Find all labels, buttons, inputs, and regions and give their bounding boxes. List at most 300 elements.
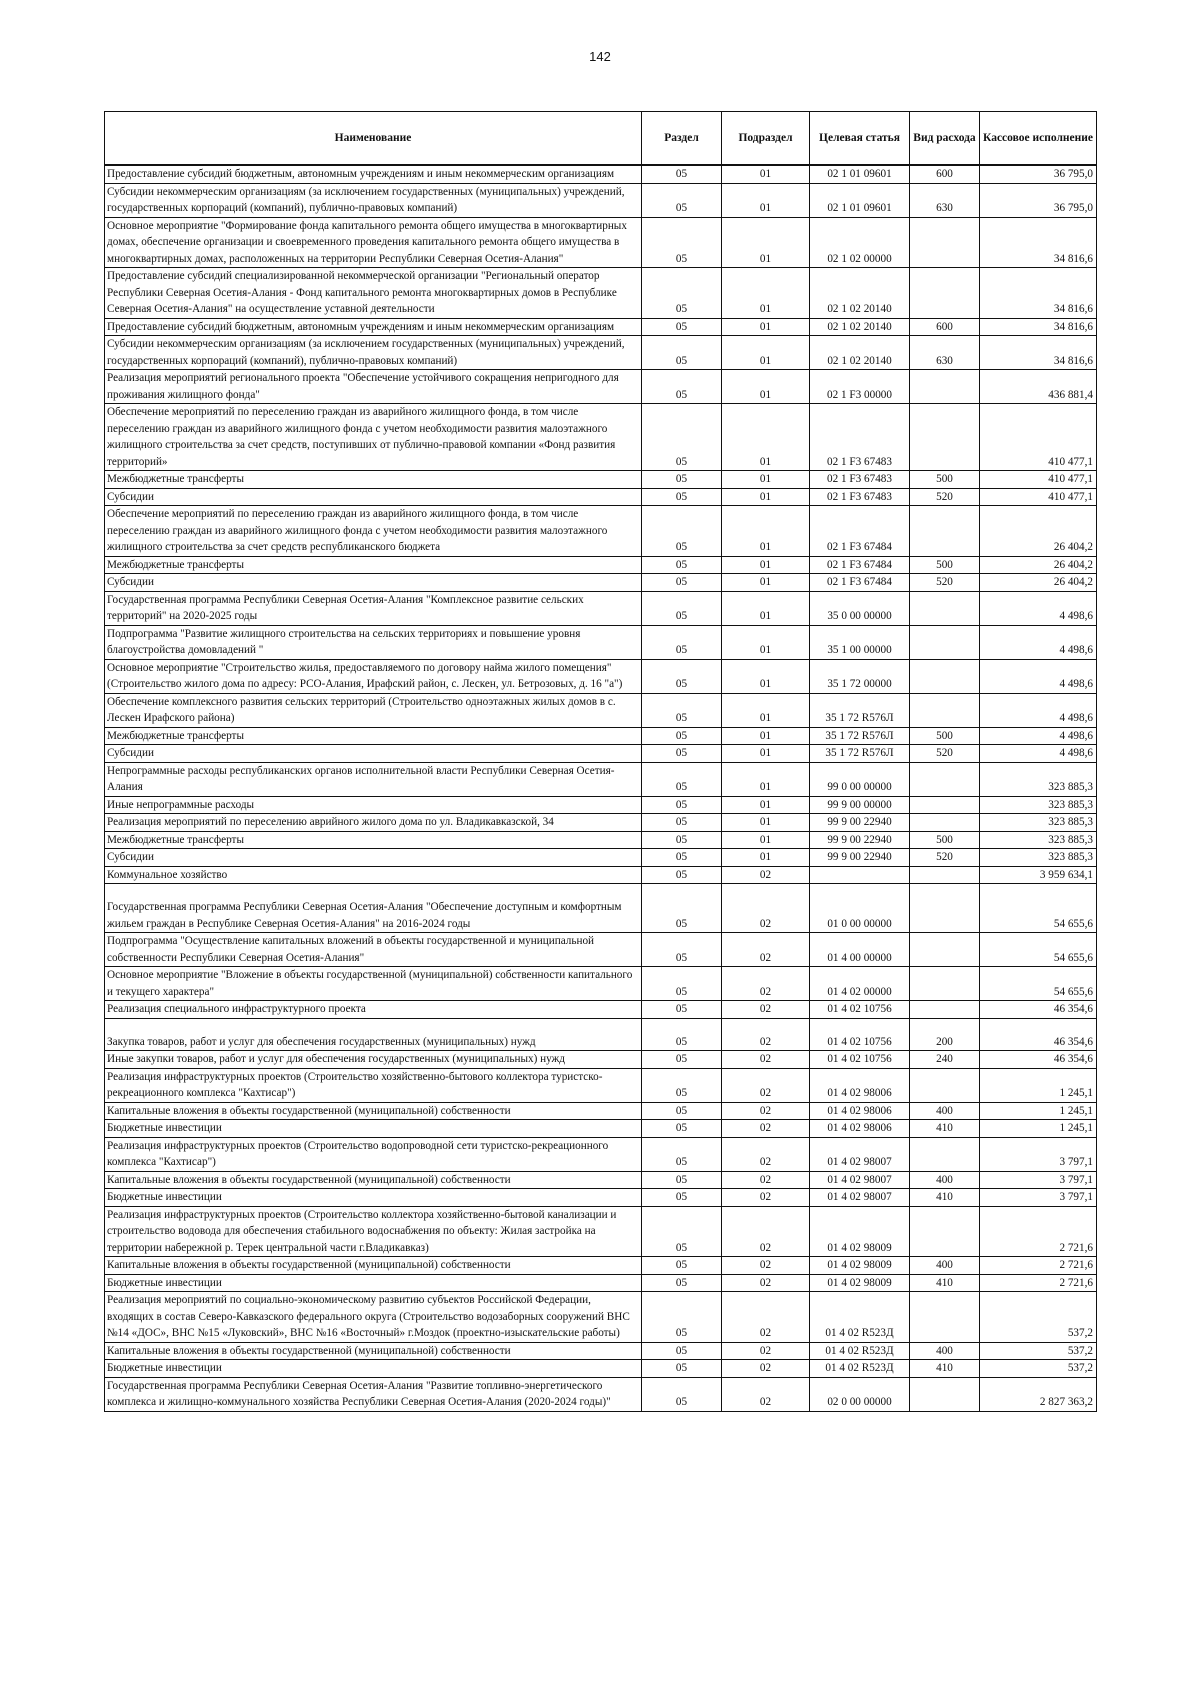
cell-name: Обеспечение комплексного развития сельских территорий (Строительство одноэтажных жилых домов в с. Лескен Ирафского района) bbox=[105, 693, 642, 727]
cell-amount: 34 816,6 bbox=[980, 217, 1097, 268]
cell-subsection: 01 bbox=[722, 268, 810, 319]
cell-amount: 1 245,1 bbox=[980, 1102, 1097, 1120]
table-row bbox=[105, 1360, 1097, 1378]
table-row bbox=[105, 1206, 1097, 1257]
table-row bbox=[105, 762, 1097, 796]
cell-target: 01 4 02 98009 bbox=[810, 1206, 910, 1257]
cell-expense-type bbox=[910, 506, 980, 557]
cell-amount: 2 721,6 bbox=[980, 1274, 1097, 1292]
cell-name: Коммунальное хозяйство bbox=[105, 866, 642, 884]
page-number: 142 bbox=[589, 49, 611, 64]
cell-target: 01 4 02 98009 bbox=[810, 1274, 910, 1292]
cell-section: 05 bbox=[642, 1102, 722, 1120]
cell-amount: 3 797,1 bbox=[980, 1171, 1097, 1189]
cell-name: Иные непрограммные расходы bbox=[105, 796, 642, 814]
cell-expense-type: 410 bbox=[910, 1274, 980, 1292]
cell-amount: 4 498,6 bbox=[980, 727, 1097, 745]
cell-expense-type bbox=[910, 404, 980, 471]
cell-expense-type: 400 bbox=[910, 1257, 980, 1275]
cell-name: Бюджетные инвестиции bbox=[105, 1360, 642, 1378]
cell-amount: 4 498,6 bbox=[980, 693, 1097, 727]
cell-name: Реализация инфраструктурных проектов (Строительство водопроводной сети туристско-рекреационного комплекса "Кахтисар") bbox=[105, 1137, 642, 1171]
cell-amount: 410 477,1 bbox=[980, 404, 1097, 471]
cell-target: 01 4 02 98007 bbox=[810, 1171, 910, 1189]
cell-expense-type: 500 bbox=[910, 831, 980, 849]
cell-subsection: 01 bbox=[722, 336, 810, 370]
cell-name: Бюджетные инвестиции bbox=[105, 1274, 642, 1292]
table-row bbox=[105, 796, 1097, 814]
cell-target: 01 4 02 R523Д bbox=[810, 1342, 910, 1360]
cell-subsection: 02 bbox=[722, 1189, 810, 1207]
cell-target: 02 1 F3 67484 bbox=[810, 574, 910, 592]
cell-target: 02 0 00 00000 bbox=[810, 1377, 910, 1411]
cell-name: Обеспечение мероприятий по переселению граждан из аварийного жилищного фонда, в том числе переселению граждан из аварийного жилищного фонда с учетом необходимости развития малоэтажного жилищного строительства за счет средств республиканского бюджета bbox=[105, 506, 642, 557]
cell-section: 05 bbox=[642, 1342, 722, 1360]
cell-expense-type: 400 bbox=[910, 1171, 980, 1189]
cell-subsection: 02 bbox=[722, 1171, 810, 1189]
cell-expense-type bbox=[910, 693, 980, 727]
cell-name: Капитальные вложения в объекты государственной (муниципальной) собственности bbox=[105, 1171, 642, 1189]
cell-amount: 537,2 bbox=[980, 1360, 1097, 1378]
cell-section: 05 bbox=[642, 796, 722, 814]
cell-expense-type bbox=[910, 967, 980, 1001]
cell-subsection: 01 bbox=[722, 831, 810, 849]
cell-name: Межбюджетные трансферты bbox=[105, 471, 642, 489]
table-row bbox=[105, 336, 1097, 370]
cell-section: 05 bbox=[642, 217, 722, 268]
cell-section: 05 bbox=[642, 933, 722, 967]
cell-name: Бюджетные инвестиции bbox=[105, 1120, 642, 1138]
cell-section: 05 bbox=[642, 574, 722, 592]
cell-section: 05 bbox=[642, 849, 722, 867]
table-row bbox=[105, 404, 1097, 471]
cell-amount: 54 655,6 bbox=[980, 884, 1097, 933]
table-row bbox=[105, 1120, 1097, 1138]
cell-target: 01 4 02 10756 bbox=[810, 1051, 910, 1069]
cell-expense-type bbox=[910, 217, 980, 268]
table-row bbox=[105, 1377, 1097, 1411]
cell-name: Межбюджетные трансферты bbox=[105, 831, 642, 849]
cell-amount: 323 885,3 bbox=[980, 814, 1097, 832]
cell-target: 01 4 02 R523Д bbox=[810, 1360, 910, 1378]
cell-name: Реализация мероприятий по переселению аврийного жилого дома по ул. Владикавказской, 34 bbox=[105, 814, 642, 832]
cell-section: 05 bbox=[642, 268, 722, 319]
cell-target: 99 9 00 22940 bbox=[810, 831, 910, 849]
cell-name: Основное мероприятие "Строительство жилья, предоставляемого по договору найма жилого помещения" (Строительство жилого дома по адресу: РСО-Алания, Ирафский район, с. Лескен, ул. Бетрозовых, д. 16 "а") bbox=[105, 659, 642, 693]
cell-name: Государственная программа Республики Северная Осетия-Алания "Обеспечение доступным и комфортным жильем граждан в Республике Северная Осетия-Алания" на 2016-2024 годы bbox=[105, 884, 642, 933]
cell-target: 01 4 02 R523Д bbox=[810, 1292, 910, 1343]
cell-target: 02 1 F3 67483 bbox=[810, 471, 910, 489]
cell-name: Капитальные вложения в объекты государственной (муниципальной) собственности bbox=[105, 1102, 642, 1120]
table-row bbox=[105, 849, 1097, 867]
cell-subsection: 02 bbox=[722, 1292, 810, 1343]
cell-expense-type bbox=[910, 268, 980, 319]
cell-amount: 3 797,1 bbox=[980, 1189, 1097, 1207]
table-row bbox=[105, 831, 1097, 849]
cell-expense-type bbox=[910, 659, 980, 693]
cell-section: 05 bbox=[642, 866, 722, 884]
cell-amount: 1 245,1 bbox=[980, 1120, 1097, 1138]
cell-subsection: 01 bbox=[722, 625, 810, 659]
cell-section: 05 bbox=[642, 1001, 722, 1019]
cell-subsection: 01 bbox=[722, 556, 810, 574]
cell-amount: 436 881,4 bbox=[980, 370, 1097, 404]
cell-name: Капитальные вложения в объекты государственной (муниципальной) собственности bbox=[105, 1342, 642, 1360]
cell-name: Закупка товаров, работ и услуг для обеспечения государственных (муниципальных) нужд bbox=[105, 1018, 642, 1051]
cell-expense-type bbox=[910, 370, 980, 404]
table-row bbox=[105, 1171, 1097, 1189]
cell-target: 99 0 00 00000 bbox=[810, 762, 910, 796]
table-row bbox=[105, 1342, 1097, 1360]
cell-amount: 2 721,6 bbox=[980, 1257, 1097, 1275]
cell-amount: 2 827 363,2 bbox=[980, 1377, 1097, 1411]
cell-name: Предоставление субсидий бюджетным, автономным учреждениям и иным некоммерческим организациям bbox=[105, 165, 642, 183]
cell-section: 05 bbox=[642, 318, 722, 336]
cell-subsection: 02 bbox=[722, 866, 810, 884]
cell-amount: 46 354,6 bbox=[980, 1001, 1097, 1019]
cell-target bbox=[810, 866, 910, 884]
cell-name: Предоставление субсидий специализированной некоммерческой организации "Региональный оператор Республики Северная Осетия-Алания - Фонд капитального ремонта многоквартирных домов в Республике Северная Осетия-Алания" на осуществление уставной деятельности bbox=[105, 268, 642, 319]
cell-target: 01 4 02 00000 bbox=[810, 967, 910, 1001]
cell-expense-type bbox=[910, 1292, 980, 1343]
cell-subsection: 01 bbox=[722, 591, 810, 625]
cell-section: 05 bbox=[642, 1120, 722, 1138]
cell-section: 05 bbox=[642, 1189, 722, 1207]
cell-name: Субсидии bbox=[105, 849, 642, 867]
cell-section: 05 bbox=[642, 884, 722, 933]
table-row bbox=[105, 1189, 1097, 1207]
cell-amount: 54 655,6 bbox=[980, 967, 1097, 1001]
cell-expense-type: 600 bbox=[910, 318, 980, 336]
cell-expense-type bbox=[910, 762, 980, 796]
cell-subsection: 01 bbox=[722, 659, 810, 693]
header-section: Раздел bbox=[642, 112, 722, 166]
cell-subsection: 02 bbox=[722, 1068, 810, 1102]
cell-name: Субсидии bbox=[105, 745, 642, 763]
cell-target: 02 1 01 09601 bbox=[810, 183, 910, 217]
table-row bbox=[105, 318, 1097, 336]
cell-target: 01 4 02 98006 bbox=[810, 1102, 910, 1120]
table-row bbox=[105, 1051, 1097, 1069]
cell-target: 01 4 02 98006 bbox=[810, 1068, 910, 1102]
cell-section: 05 bbox=[642, 659, 722, 693]
cell-target: 35 1 72 R576Л bbox=[810, 693, 910, 727]
cell-name: Субсидии некоммерческим организациям (за исключением государственных (муниципальных) учреждений, государственных корпораций (компаний), публично-правовых компаний) bbox=[105, 336, 642, 370]
header-amount: Кассовое исполнение bbox=[980, 112, 1097, 166]
cell-subsection: 01 bbox=[722, 506, 810, 557]
cell-section: 05 bbox=[642, 1068, 722, 1102]
table-row bbox=[105, 591, 1097, 625]
cell-amount: 36 795,0 bbox=[980, 165, 1097, 183]
cell-section: 05 bbox=[642, 1257, 722, 1275]
cell-section: 05 bbox=[642, 1051, 722, 1069]
cell-amount: 1 245,1 bbox=[980, 1068, 1097, 1102]
cell-name: Подпрограмма "Развитие жилищного строительства на сельских территориях и повышение уровня благоустройства домовладений " bbox=[105, 625, 642, 659]
cell-target: 01 4 00 00000 bbox=[810, 933, 910, 967]
cell-target: 99 9 00 00000 bbox=[810, 796, 910, 814]
cell-section: 05 bbox=[642, 591, 722, 625]
cell-subsection: 02 bbox=[722, 1137, 810, 1171]
cell-subsection: 02 bbox=[722, 1377, 810, 1411]
cell-expense-type: 410 bbox=[910, 1120, 980, 1138]
cell-section: 05 bbox=[642, 1377, 722, 1411]
table-row bbox=[105, 1102, 1097, 1120]
cell-subsection: 01 bbox=[722, 318, 810, 336]
cell-expense-type bbox=[910, 814, 980, 832]
cell-section: 05 bbox=[642, 727, 722, 745]
cell-amount: 410 477,1 bbox=[980, 488, 1097, 506]
cell-target: 01 4 02 10756 bbox=[810, 1018, 910, 1051]
cell-expense-type bbox=[910, 884, 980, 933]
cell-name: Субсидии некоммерческим организациям (за исключением государственных (муниципальных) учреждений, государственных корпораций (компаний), публично-правовых компаний) bbox=[105, 183, 642, 217]
cell-amount: 4 498,6 bbox=[980, 625, 1097, 659]
cell-subsection: 02 bbox=[722, 1102, 810, 1120]
cell-name: Реализация инфраструктурных проектов (Строительство коллектора хозяйственно-бытовой канализации и строительство водовода для обеспечения стабильного водоснабжения по объекту: Жилая застройка на территории набережной р. Терек центральной части г.Владикавказ) bbox=[105, 1206, 642, 1257]
cell-expense-type bbox=[910, 1206, 980, 1257]
cell-subsection: 02 bbox=[722, 1120, 810, 1138]
cell-amount: 46 354,6 bbox=[980, 1051, 1097, 1069]
cell-amount: 537,2 bbox=[980, 1342, 1097, 1360]
cell-target: 02 1 02 20140 bbox=[810, 336, 910, 370]
cell-target: 02 1 02 20140 bbox=[810, 318, 910, 336]
cell-section: 05 bbox=[642, 1274, 722, 1292]
cell-expense-type: 630 bbox=[910, 183, 980, 217]
cell-expense-type: 500 bbox=[910, 471, 980, 489]
table-row bbox=[105, 659, 1097, 693]
cell-target: 02 1 02 00000 bbox=[810, 217, 910, 268]
cell-section: 05 bbox=[642, 183, 722, 217]
cell-subsection: 02 bbox=[722, 1018, 810, 1051]
cell-subsection: 01 bbox=[722, 727, 810, 745]
cell-target: 01 4 02 98009 bbox=[810, 1257, 910, 1275]
cell-subsection: 01 bbox=[722, 488, 810, 506]
cell-name: Реализация мероприятий по социально-экономическому развитию субъектов Российской Федерации, входящих в состав Северо-Кавказского федерального округа (Строительство водозаборных сооружений ВНС №14 «ДОС», ВНС №15 «Луковский», ВНС №16 «Восточный» г.Моздок (проектно-изыскательские работы) bbox=[105, 1292, 642, 1343]
cell-name: Предоставление субсидий бюджетным, автономным учреждениям и иным некоммерческим организациям bbox=[105, 318, 642, 336]
cell-section: 05 bbox=[642, 471, 722, 489]
cell-section: 05 bbox=[642, 404, 722, 471]
cell-target: 01 4 02 10756 bbox=[810, 1001, 910, 1019]
cell-amount: 3 797,1 bbox=[980, 1137, 1097, 1171]
cell-expense-type: 200 bbox=[910, 1018, 980, 1051]
table-row bbox=[105, 1257, 1097, 1275]
table-row bbox=[105, 217, 1097, 268]
cell-subsection: 01 bbox=[722, 370, 810, 404]
cell-amount: 26 404,2 bbox=[980, 556, 1097, 574]
cell-amount: 537,2 bbox=[980, 1292, 1097, 1343]
cell-target: 35 1 72 00000 bbox=[810, 659, 910, 693]
cell-target: 02 1 F3 67484 bbox=[810, 506, 910, 557]
cell-subsection: 01 bbox=[722, 762, 810, 796]
cell-expense-type: 500 bbox=[910, 556, 980, 574]
cell-section: 05 bbox=[642, 1137, 722, 1171]
cell-name: Государственная программа Республики Северная Осетия-Алания "Комплексное развитие сельских территорий" на 2020-2025 годы bbox=[105, 591, 642, 625]
cell-amount: 323 885,3 bbox=[980, 762, 1097, 796]
table-row bbox=[105, 884, 1097, 933]
cell-section: 05 bbox=[642, 1171, 722, 1189]
table-row bbox=[105, 1137, 1097, 1171]
cell-amount: 34 816,6 bbox=[980, 336, 1097, 370]
cell-expense-type: 500 bbox=[910, 727, 980, 745]
cell-expense-type bbox=[910, 796, 980, 814]
cell-subsection: 01 bbox=[722, 574, 810, 592]
cell-section: 05 bbox=[642, 831, 722, 849]
cell-expense-type: 410 bbox=[910, 1360, 980, 1378]
cell-target: 02 1 F3 67483 bbox=[810, 488, 910, 506]
cell-section: 05 bbox=[642, 556, 722, 574]
cell-section: 05 bbox=[642, 693, 722, 727]
cell-section: 05 bbox=[642, 814, 722, 832]
cell-amount: 4 498,6 bbox=[980, 745, 1097, 763]
header-expense-type: Вид расхода bbox=[910, 112, 980, 166]
cell-subsection: 01 bbox=[722, 183, 810, 217]
cell-section: 05 bbox=[642, 967, 722, 1001]
cell-subsection: 02 bbox=[722, 1342, 810, 1360]
cell-subsection: 02 bbox=[722, 1001, 810, 1019]
cell-subsection: 02 bbox=[722, 884, 810, 933]
cell-target: 01 4 02 98007 bbox=[810, 1189, 910, 1207]
cell-target: 99 9 00 22940 bbox=[810, 814, 910, 832]
cell-section: 05 bbox=[642, 1292, 722, 1343]
cell-amount: 2 721,6 bbox=[980, 1206, 1097, 1257]
cell-section: 05 bbox=[642, 165, 722, 183]
cell-subsection: 02 bbox=[722, 1257, 810, 1275]
cell-subsection: 01 bbox=[722, 217, 810, 268]
cell-name: Реализация специального инфраструктурного проекта bbox=[105, 1001, 642, 1019]
cell-subsection: 02 bbox=[722, 1274, 810, 1292]
cell-subsection: 01 bbox=[722, 814, 810, 832]
table-header-row bbox=[105, 112, 1097, 166]
cell-expense-type: 520 bbox=[910, 849, 980, 867]
table-row bbox=[105, 183, 1097, 217]
table-row bbox=[105, 745, 1097, 763]
cell-name: Бюджетные инвестиции bbox=[105, 1189, 642, 1207]
cell-target: 35 1 72 R576Л bbox=[810, 727, 910, 745]
cell-expense-type bbox=[910, 1001, 980, 1019]
cell-amount: 26 404,2 bbox=[980, 574, 1097, 592]
table-row bbox=[105, 1001, 1097, 1019]
cell-expense-type bbox=[910, 1068, 980, 1102]
cell-section: 05 bbox=[642, 506, 722, 557]
cell-target: 02 1 01 09601 bbox=[810, 165, 910, 183]
cell-amount: 34 816,6 bbox=[980, 268, 1097, 319]
table-row bbox=[105, 268, 1097, 319]
cell-name: Реализация мероприятий регионального проекта "Обеспечение устойчивого сокращения непригодного для проживания жилищного фонда" bbox=[105, 370, 642, 404]
cell-amount: 54 655,6 bbox=[980, 933, 1097, 967]
cell-name: Капитальные вложения в объекты государственной (муниципальной) собственности bbox=[105, 1257, 642, 1275]
cell-subsection: 01 bbox=[722, 165, 810, 183]
cell-expense-type bbox=[910, 1137, 980, 1171]
cell-name: Основное мероприятие "Вложение в объекты государственной (муниципальной) собственности капитального и текущего характера" bbox=[105, 967, 642, 1001]
cell-amount: 4 498,6 bbox=[980, 659, 1097, 693]
cell-name: Субсидии bbox=[105, 574, 642, 592]
header-subsection: Подраздел bbox=[722, 112, 810, 166]
table-row bbox=[105, 506, 1097, 557]
cell-section: 05 bbox=[642, 1018, 722, 1051]
cell-section: 05 bbox=[642, 745, 722, 763]
cell-name: Основное мероприятие "Формирование фонда капитального ремонта общего имущества в многоквартирных домах, обеспечение организации и своевременного проведения капитального ремонта общего имущества в многоквартирных домах, расположенных на территории Республики Северная Осетия-Алания" bbox=[105, 217, 642, 268]
cell-expense-type bbox=[910, 866, 980, 884]
cell-expense-type: 240 bbox=[910, 1051, 980, 1069]
cell-amount: 323 885,3 bbox=[980, 796, 1097, 814]
header-target: Целевая статья bbox=[810, 112, 910, 166]
cell-expense-type: 400 bbox=[910, 1342, 980, 1360]
cell-name: Подпрограмма "Осуществление капитальных вложений в объекты государственной и муниципальной собственности Республики Северная Осетия-Алания" bbox=[105, 933, 642, 967]
table-row bbox=[105, 370, 1097, 404]
cell-subsection: 02 bbox=[722, 1206, 810, 1257]
cell-target: 35 1 00 00000 bbox=[810, 625, 910, 659]
header-name: Наименование bbox=[105, 112, 642, 166]
cell-amount: 36 795,0 bbox=[980, 183, 1097, 217]
cell-section: 05 bbox=[642, 488, 722, 506]
cell-section: 05 bbox=[642, 762, 722, 796]
cell-target: 02 1 F3 67484 bbox=[810, 556, 910, 574]
table-row bbox=[105, 933, 1097, 967]
table-row bbox=[105, 165, 1097, 183]
table-row bbox=[105, 1068, 1097, 1102]
cell-target: 02 1 F3 67483 bbox=[810, 404, 910, 471]
cell-amount: 46 354,6 bbox=[980, 1018, 1097, 1051]
cell-target: 02 1 F3 00000 bbox=[810, 370, 910, 404]
cell-name: Реализация инфраструктурных проектов (Строительство хозяйственно-бытового коллектора туристско-рекреационного комплекса "Кахтисар") bbox=[105, 1068, 642, 1102]
cell-subsection: 02 bbox=[722, 1051, 810, 1069]
cell-subsection: 01 bbox=[722, 796, 810, 814]
cell-expense-type bbox=[910, 591, 980, 625]
table-row bbox=[105, 814, 1097, 832]
cell-expense-type: 520 bbox=[910, 574, 980, 592]
cell-subsection: 02 bbox=[722, 967, 810, 1001]
table-row bbox=[105, 471, 1097, 489]
cell-name: Иные закупки товаров, работ и услуг для обеспечения государственных (муниципальных) нужд bbox=[105, 1051, 642, 1069]
cell-target: 35 0 00 00000 bbox=[810, 591, 910, 625]
cell-name: Непрограммные расходы республиканских органов исполнительной власти Республики Северная Осетия-Алания bbox=[105, 762, 642, 796]
cell-section: 05 bbox=[642, 625, 722, 659]
cell-section: 05 bbox=[642, 1360, 722, 1378]
table-row bbox=[105, 866, 1097, 884]
table-row bbox=[105, 574, 1097, 592]
cell-expense-type bbox=[910, 933, 980, 967]
cell-subsection: 01 bbox=[722, 849, 810, 867]
cell-target: 35 1 72 R576Л bbox=[810, 745, 910, 763]
cell-subsection: 02 bbox=[722, 933, 810, 967]
cell-expense-type: 400 bbox=[910, 1102, 980, 1120]
cell-name: Субсидии bbox=[105, 488, 642, 506]
cell-subsection: 01 bbox=[722, 471, 810, 489]
table-row bbox=[105, 625, 1097, 659]
table-row bbox=[105, 727, 1097, 745]
table-row bbox=[105, 488, 1097, 506]
cell-name: Межбюджетные трансферты bbox=[105, 556, 642, 574]
cell-target: 01 4 02 98007 bbox=[810, 1137, 910, 1171]
cell-name: Обеспечение мероприятий по переселению граждан из аварийного жилищного фонда, в том числе переселению граждан из аварийного жилищного фонда с учетом необходимости развития малоэтажного жилищного строительства за счет средств, поступивших от публично-правовой компании «Фонд развития территорий» bbox=[105, 404, 642, 471]
cell-target: 01 0 00 00000 bbox=[810, 884, 910, 933]
table-row bbox=[105, 693, 1097, 727]
cell-expense-type bbox=[910, 625, 980, 659]
cell-target: 02 1 02 20140 bbox=[810, 268, 910, 319]
table-row bbox=[105, 1274, 1097, 1292]
table-row bbox=[105, 1292, 1097, 1343]
cell-subsection: 01 bbox=[722, 404, 810, 471]
cell-expense-type: 520 bbox=[910, 745, 980, 763]
cell-amount: 323 885,3 bbox=[980, 849, 1097, 867]
table-row bbox=[105, 556, 1097, 574]
cell-subsection: 01 bbox=[722, 693, 810, 727]
cell-amount: 26 404,2 bbox=[980, 506, 1097, 557]
budget-table bbox=[104, 111, 1097, 1412]
cell-section: 05 bbox=[642, 336, 722, 370]
cell-expense-type: 410 bbox=[910, 1189, 980, 1207]
cell-section: 05 bbox=[642, 1206, 722, 1257]
cell-amount: 3 959 634,1 bbox=[980, 866, 1097, 884]
